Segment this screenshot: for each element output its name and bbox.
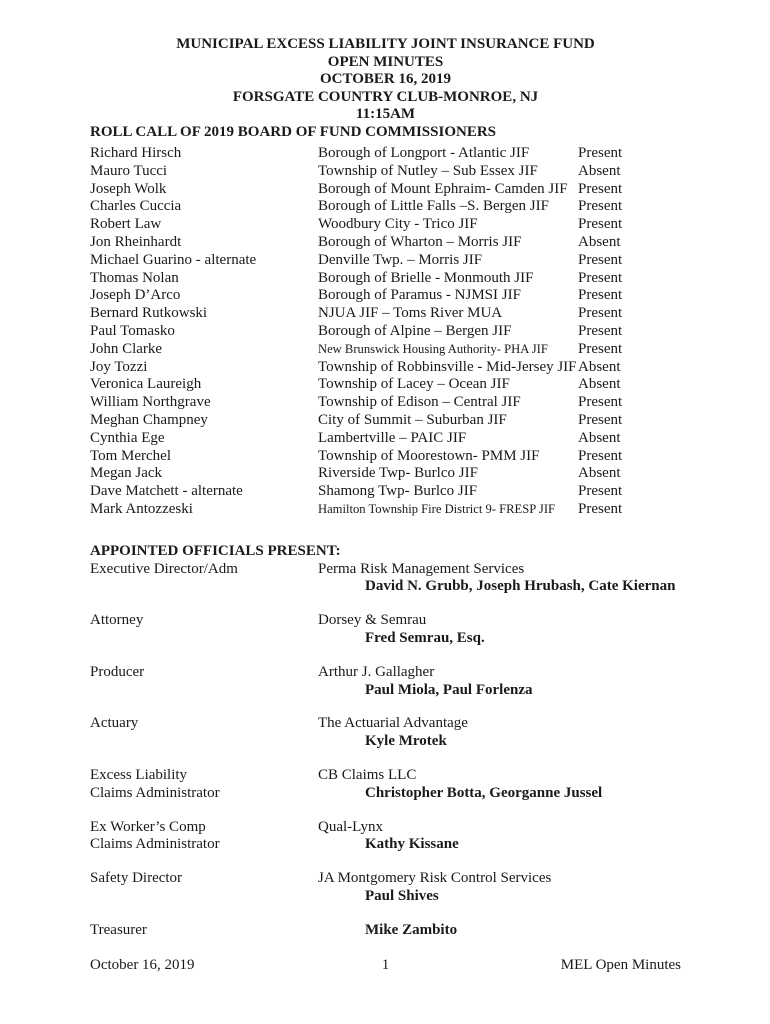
member-organization: New Brunswick Housing Authority- PHA JIF [318,341,548,356]
attendance-status: Absent [578,162,621,179]
minutes-type: OPEN MINUTES [327,53,444,70]
official-line [90,922,681,940]
commissioner-name: Robert Law [90,216,162,233]
official-names: Paul Shives [365,887,439,904]
meeting-date: OCTOBER 16, 2019 [320,71,451,87]
attendance-status: Absent [578,429,621,446]
official-organization: Arthur J. Gallagher [318,663,435,680]
footer-date: October 16, 2019 [90,957,195,973]
official-organization: Perma Risk Management Services [318,560,525,577]
commissioner-name: Megan Jack [90,465,163,482]
attendance-status: Absent [578,358,621,375]
roll-call-row [90,234,681,252]
roll-call-row [90,163,681,181]
commissioner-name: Joseph D’Arco [90,287,181,304]
official-names: Paul Miola, Paul Forlenza [365,681,533,698]
attendance-status: Present [578,483,623,500]
member-organization: Shamong Twp- Burlco JIF [318,483,478,500]
official-line [90,578,681,596]
footer-page-number: 1 [381,957,390,973]
attendance-status: Absent [578,376,621,393]
official-entry [90,664,681,700]
roll-call-row [90,305,681,323]
member-organization: NJUA JIF – Toms River MUA [318,305,503,322]
roll-call-row [90,376,681,394]
official-role [90,733,318,751]
meeting-location: FORSGATE COUNTRY CLUB-MONROE, NJ [232,88,539,105]
member-organization: Hamilton Township Fire District 9- FRESP JIF [318,501,556,516]
official-entry-lines [90,819,681,855]
attendance-status: Present [578,500,623,517]
official-role [90,578,318,596]
official-role: Treasurer [90,921,147,938]
attendance-status: Present [578,411,623,428]
official-entry [90,715,681,751]
official-line [90,733,681,751]
roll-call-row [90,430,681,448]
attendance-status: Present [578,287,623,304]
official-entry-lines [90,612,681,648]
member-organization: Borough of Paramus - NJMSI JIF [318,287,521,304]
official-entry-lines [90,870,681,906]
member-organization: Township of Moorestown- PMM JIF [318,447,540,464]
footer-doc-label: MEL Open Minutes [560,957,681,973]
roll-call-row [90,359,681,377]
roll-call-row [90,323,681,341]
official-entry-lines [90,664,681,700]
commissioner-name: Mauro Tucci [90,162,168,179]
appointed-officials-section [90,543,681,940]
attendance-status: Absent [578,233,621,250]
official-role: Claims Administrator [90,836,220,853]
official-line [90,715,681,733]
commissioner-name: Meghan Champney [90,411,208,428]
page-content [90,36,681,939]
roll-call-row [90,394,681,412]
official-role: Ex Worker’s Comp [90,818,206,835]
member-organization: Borough of Alpine – Bergen JIF [318,322,512,339]
attendance-status: Present [578,394,623,411]
officials-list [90,561,681,940]
official-organization: The Actuarial Advantage [318,715,468,732]
official-role [90,630,318,648]
roll-call-table [90,145,681,519]
roll-call-row [90,252,681,270]
commissioner-name: Jon Rheinhardt [90,233,182,250]
roll-call-row [90,145,681,163]
member-organization: Township of Nutley – Sub Essex JIF [318,162,538,179]
official-entry [90,870,681,906]
attendance-status: Present [578,251,623,268]
member-organization: Lambertville – PAIC JIF [318,429,467,446]
document-header [90,36,681,124]
official-names: Fred Semrau, Esq. [365,629,485,646]
official-role: Safety Director [90,870,183,887]
official-entry [90,612,681,648]
official-organization: JA Montgomery Risk Control Services [318,870,552,887]
attendance-status: Present [578,216,623,233]
official-entry [90,819,681,855]
official-line [90,767,681,785]
official-line [90,888,681,906]
official-line [90,664,681,682]
attendance-status: Present [578,180,623,197]
official-entry [90,922,681,940]
official-role [90,888,318,906]
commissioner-name: Richard Hirsch [90,145,182,161]
roll-call-row [90,412,681,430]
official-role: Claims Administrator [90,784,220,801]
member-organization: Borough of Wharton – Morris JIF [318,233,522,250]
roll-call-heading: ROLL CALL OF 2019 BOARD OF FUND COMMISSIONERS [90,123,497,140]
roll-call-row [90,198,681,216]
commissioner-name: Bernard Rutkowski [90,305,208,322]
roll-call-row [90,216,681,234]
page-footer [90,957,681,975]
member-organization: Borough of Longport - Atlantic JIF [318,145,530,161]
commissioner-name: Michael Guarino - alternate [90,251,257,268]
official-line [90,612,681,630]
official-names: David N. Grubb, Joseph Hrubash, Cate Kiernan [365,578,676,595]
official-line [90,836,681,854]
member-organization: Borough of Brielle - Monmouth JIF [318,269,534,286]
official-entry-lines [90,767,681,803]
commissioner-name: John Clarke [90,340,163,357]
attendance-status: Present [578,145,623,161]
roll-call-row [90,501,681,519]
member-organization: Denville Twp. – Morris JIF [318,251,483,268]
roll-call-row [90,270,681,288]
official-entry-lines [90,715,681,751]
commissioner-name: Mark Antozzeski [90,500,193,517]
attendance-status: Present [578,269,623,286]
official-names: Christopher Botta, Georganne Jussel [365,784,603,801]
official-organization: Qual-Lynx [318,818,383,835]
official-names: Kyle Mrotek [365,733,447,750]
member-organization: Township of Lacey – Ocean JIF [318,376,510,393]
official-line [90,561,681,579]
official-line [90,630,681,648]
roll-call-row [90,483,681,501]
roll-call-row [90,448,681,466]
official-role [90,682,318,700]
commissioner-name: Joseph Wolk [90,180,167,197]
official-entry [90,767,681,803]
commissioner-name: Joy Tozzi [90,358,148,375]
official-role: Excess Liability [90,766,188,783]
member-organization: Woodbury City - Trico JIF [318,216,478,233]
member-organization: Riverside Twp- Burlco JIF [318,465,478,482]
official-role: Attorney [90,612,144,629]
attendance-status: Present [578,322,623,339]
commissioner-name: William Northgrave [90,394,211,411]
commissioner-name: Veronica Laureigh [90,376,202,393]
official-line [90,682,681,700]
official-line [90,870,681,888]
official-line [90,819,681,837]
meeting-time: 11:15AM [355,106,416,122]
fund-title: MUNICIPAL EXCESS LIABILITY JOINT INSURANCE FUND [176,36,595,52]
official-names: Kathy Kissane [365,836,459,853]
roll-call-row [90,287,681,305]
member-organization: Township of Edison – Central JIF [318,394,521,411]
roll-call-row [90,181,681,199]
member-organization: City of Summit – Suburban JIF [318,411,507,428]
official-role: Producer [90,663,145,680]
roll-call-row [90,341,681,359]
official-names: Mike Zambito [365,921,458,938]
official-entry-lines [90,561,681,597]
officials-heading: APPOINTED OFFICIALS PRESENT: [90,542,341,559]
official-entry-lines [90,922,681,940]
roll-call-row [90,465,681,483]
member-organization: Borough of Mount Ephraim- Camden JIF [318,180,568,197]
member-organization: Township of Robbinsville - Mid-Jersey JIF [318,358,577,375]
attendance-status: Present [578,340,623,357]
official-role: Actuary [90,715,139,732]
attendance-status: Present [578,447,623,464]
member-organization: Borough of Little Falls –S. Bergen JIF [318,198,549,215]
attendance-status: Present [578,305,623,322]
official-entry [90,561,681,597]
commissioner-name: Paul Tomasko [90,322,175,339]
commissioner-name: Tom Merchel [90,447,172,464]
official-organization: CB Claims LLC [318,766,417,783]
official-line [90,785,681,803]
attendance-status: Absent [578,465,621,482]
commissioner-name: Charles Cuccia [90,198,182,215]
official-role: Executive Director/Adm [90,560,238,577]
commissioner-name: Cynthia Ege [90,429,165,446]
official-organization: Dorsey & Semrau [318,612,427,629]
commissioner-name: Thomas Nolan [90,269,179,286]
attendance-status: Present [578,198,623,215]
commissioner-name: Dave Matchett - alternate [90,483,243,500]
